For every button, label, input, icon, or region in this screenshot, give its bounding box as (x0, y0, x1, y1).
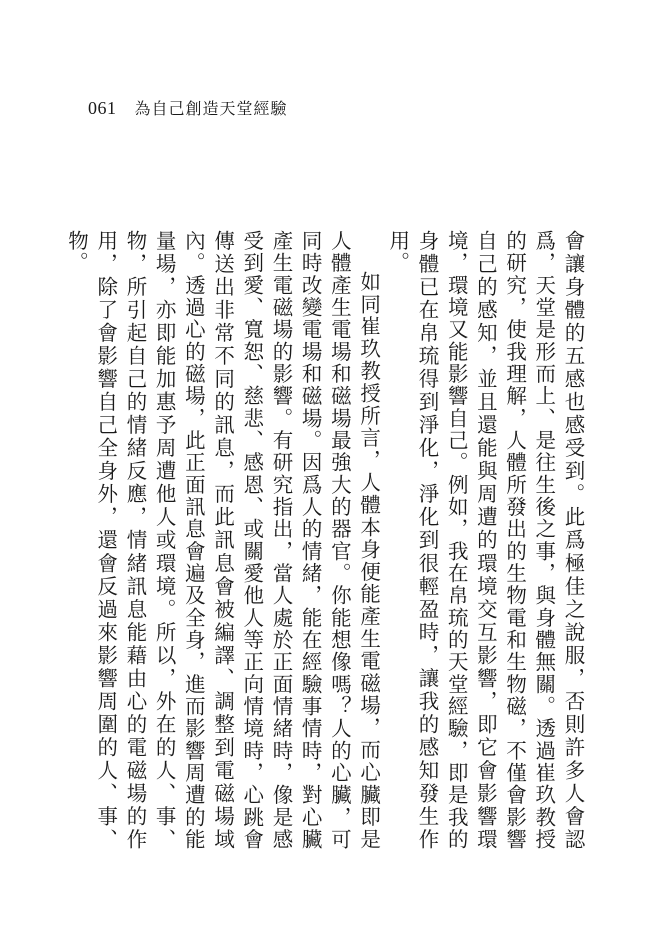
body-text (64, 230, 587, 850)
running-title: 為自己創造天堂經驗 (134, 99, 288, 118)
page-header (88, 96, 288, 119)
paragraph-1: 會讓身體的五感也感受到。此爲極佳之說服，否則許多人會認爲，天堂是形而上、是往生後之事，與身體無關。透過崔玖教授的研究，使我理解，人體所發出的生物電和生物磁，不僅會影響自己的感知，並且還能與周遭的環境交互影響，即它會影響環境，環境又能影響自己。例如，我在帛琉的天堂經驗，即是我的身體已在帛琉得到淨化，淨化到很輕盈時，讓我的感知發生作用。 (385, 230, 585, 850)
paragraph-2: 如同崔玖教授所言，人體本身便能產生電磁場，而心臟即是人體產生電場和磁場最強大的器官。你能想像嗎？人的心臟，可同時改變電場和磁場。因爲人的情緒，能在經驗事情時，對心臟產生電磁場的影響。有研究指出，當人處於正面情緒時，像是感受到愛、寬恕、慈悲、感恩、或關愛他人等正向情境時，心跳會傳送出非常不同的訊息，而此訊息會被編譯、調整到電磁場域內。透過心的磁場，此正面訊息會遍及全身，進而影響周遭的能量場，亦即能加惠予周遭他人或環境。所以，外在的人、事、物，所引起自己的情緒反應，情緒訊息能藉由心的電磁場的作用，除了會影響自己全身外，還會反過來影響周圍的人、事、物。 (64, 230, 381, 850)
page-number: 061 (88, 98, 117, 118)
